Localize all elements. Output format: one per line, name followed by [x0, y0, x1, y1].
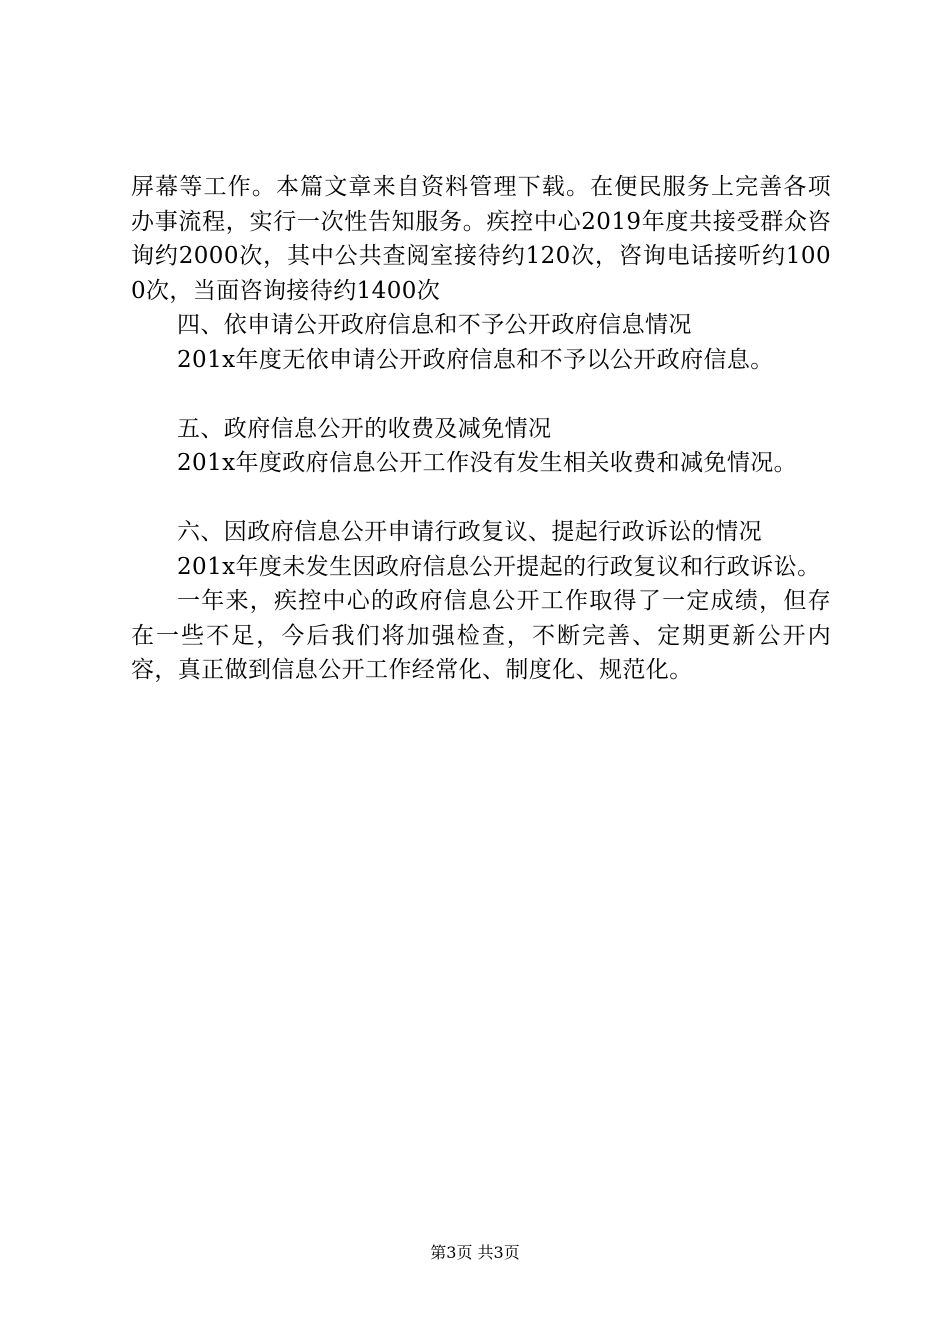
page-footer — [0, 1243, 950, 1263]
paragraph-section-four: 201x年度无依申请公开政府信息和不予以公开政府信息。 — [177, 346, 774, 373]
heading-section-six: 六、因政府信息公开申请行政复议、提起行政诉讼的情况 — [177, 519, 762, 545]
heading-section-four: 四、依申请公开政府信息和不予公开政府信息情况 — [177, 312, 692, 338]
heading-section-five: 五、政府信息公开的收费及减免情况 — [177, 415, 552, 442]
paragraph-section-five: 201x年度政府信息公开工作没有发生相关收费和减免情况。 — [177, 450, 798, 476]
paragraph-conclusion: 一年来，疾控中心的政府信息公开工作取得了一定成绩，但存在一些不足，今后我们将加强检查，不断完善、定期更新公开内容，真正做到信息公开工作经常化、制度化、规范化。 — [131, 588, 831, 683]
page-number-label: 第3页 共3页 — [430, 1243, 520, 1262]
document-body — [131, 170, 831, 688]
paragraph-service-statistics: 屏幕等工作。本篇文章来自资料管理下载。在便民服务上完善各项办事流程，实行一次性告知服务。疾控中心2019年度共接受群众咨询约2000次，其中公共查阅室接待约120次，咨询电话接听约1000次，当面咨询接待约1400次 — [131, 174, 831, 304]
paragraph-section-six: 201x年度未发生因政府信息公开提起的行政复议和行政诉讼。 — [177, 553, 821, 580]
